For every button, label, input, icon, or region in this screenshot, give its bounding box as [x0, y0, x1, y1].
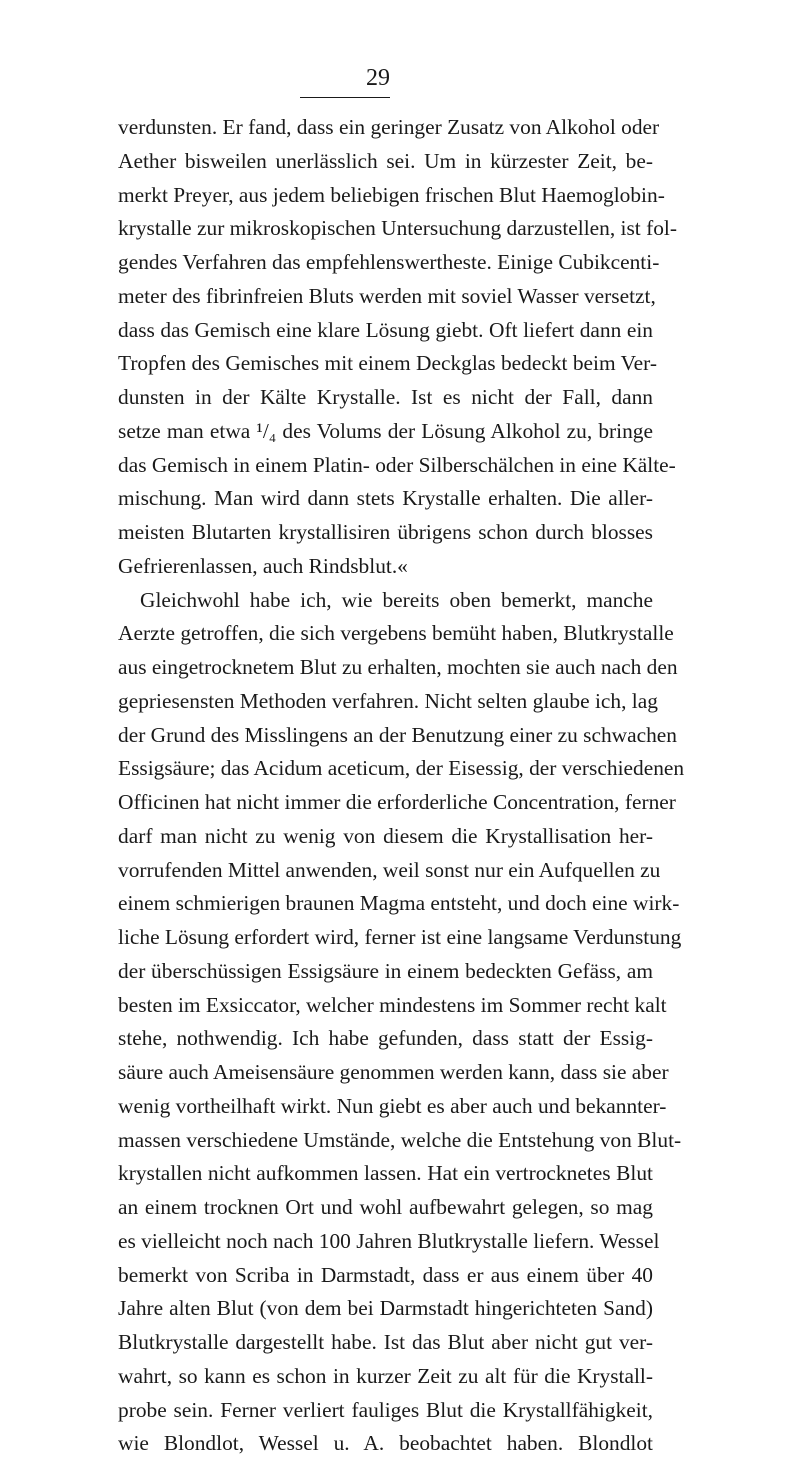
text-line: meter des fibrinfreien Bluts werden mit soviel Wasser versetzt,	[118, 283, 656, 308]
text-line: probe sein. Ferner verliert fauliges Blut die Krystallfähigkeit,	[118, 1397, 653, 1422]
text-line: mischung. Man wird dann stets Krystalle erhalten. Die aller-	[118, 486, 653, 511]
text-line: meisten Blutarten krystallisiren übrigens schon durch blosses	[118, 520, 653, 544]
text-line: liche Lösung erfordert wird, ferner ist eine langsame Verdunstung	[118, 925, 682, 949]
text-line: an einem trocknen Ort und wohl aufbewahrt gelegen, so mag	[118, 1195, 653, 1219]
text-line: massen verschiedene Umstände, welche die Entstehung von Blut-	[118, 1127, 682, 1152]
text-line: einem schmierigen braunen Magma entsteht, und doch eine wirk-	[118, 891, 680, 916]
body-text	[118, 111, 685, 1461]
text-line: Aerzte getroffen, die sich vergebens bemüht haben, Blutkrystalle	[118, 621, 674, 646]
text-line: der überschüssigen Essigsäure in einem bedeckten Gefäss, am	[118, 958, 653, 983]
text-line: der Grund des Misslingens an der Benutzung einer zu schwachen	[118, 722, 677, 747]
text-line: Essigsäure; das Acidum aceticum, der Eisessig, der verschiedenen	[118, 756, 685, 781]
text-line: setze man etwa ¹/₄ des Volums der Lösung Alkohol zu, bringe	[118, 418, 653, 443]
text-line: bemerkt von Scriba in Darmstadt, dass er aus einem über 40	[118, 1262, 653, 1287]
text-line: Blutkrystalle dargestellt habe. Ist das Blut aber nicht gut ver-	[118, 1330, 653, 1354]
text-line: dunsten in der Kälte Krystalle. Ist es nicht der Fall, dann	[118, 385, 653, 409]
text-line: krystalle zur mikroskopischen Untersuchung darzustellen, ist fol-	[118, 216, 677, 241]
text-line: darf man nicht zu wenig von diesem die Krystallisation her-	[118, 823, 653, 848]
text-line: säure auch Ameisensäure genommen werden kann, dass sie aber	[118, 1060, 669, 1084]
text-line: verdunsten. Er fand, dass ein geringer Zusatz von Alkohol oder	[118, 115, 660, 139]
text-line-paragraph-start: Gleichwohl habe ich, wie bereits oben bemerkt, manche	[140, 587, 653, 612]
text-line: das Gemisch in einem Platin- oder Silberschälchen in eine Kälte-	[118, 452, 676, 477]
text-line: vorrufenden Mittel anwenden, weil sonst nur ein Aufquellen zu	[118, 857, 661, 882]
text-line: stehe, nothwendig. Ich habe gefunden, dass statt der Essig-	[118, 1026, 653, 1051]
text-line: merkt Preyer, aus jedem beliebigen frischen Blut Haemoglobin-	[118, 182, 665, 207]
text-line: wenig vortheilhaft wirkt. Nun giebt es aber auch und bekannter-	[118, 1093, 667, 1118]
text-line: krystallen nicht aufkommen lassen. Hat ein vertrocknetes Blut	[118, 1161, 653, 1186]
text-line-paragraph-end: Gefrierenlassen, auch Rindsblut.«	[118, 553, 408, 578]
text-line: es vielleicht noch nach 100 Jahren Blutkrystalle liefern. Wessel	[118, 1228, 660, 1253]
text-line: Tropfen des Gemisches mit einem Deckglas bedeckt beim Ver-	[118, 351, 657, 376]
text-line: Aether bisweilen unerlässlich sei. Um in kürzester Zeit, be-	[118, 148, 653, 173]
page-number-rule	[300, 97, 390, 98]
text-line: gendes Verfahren das empfehlenswertheste. Einige Cubikcenti-	[118, 250, 660, 274]
text-line: wie Blondlot, Wessel u. A. beobachtet haben. Blondlot	[118, 1431, 653, 1456]
text-line: wahrt, so kann es schon in kurzer Zeit zu alt für die Krystall-	[118, 1363, 653, 1388]
text-line: besten im Exsiccator, welcher mindestens im Sommer recht kalt	[118, 992, 667, 1017]
text-line: Jahre alten Blut (von dem bei Darmstadt hingerichteten Sand)	[118, 1296, 653, 1321]
page-number: 29	[366, 65, 390, 91]
text-line: dass das Gemisch eine klare Lösung giebt. Oft liefert dann ein	[118, 317, 653, 342]
text-line: aus eingetrocknetem Blut zu erhalten, mochten sie auch nach den	[118, 655, 678, 679]
text-line: Officinen hat nicht immer die erforderliche Concentration, ferner	[118, 790, 676, 814]
text-line: gepriesensten Methoden verfahren. Nicht selten glaube ich, lag	[118, 688, 658, 713]
